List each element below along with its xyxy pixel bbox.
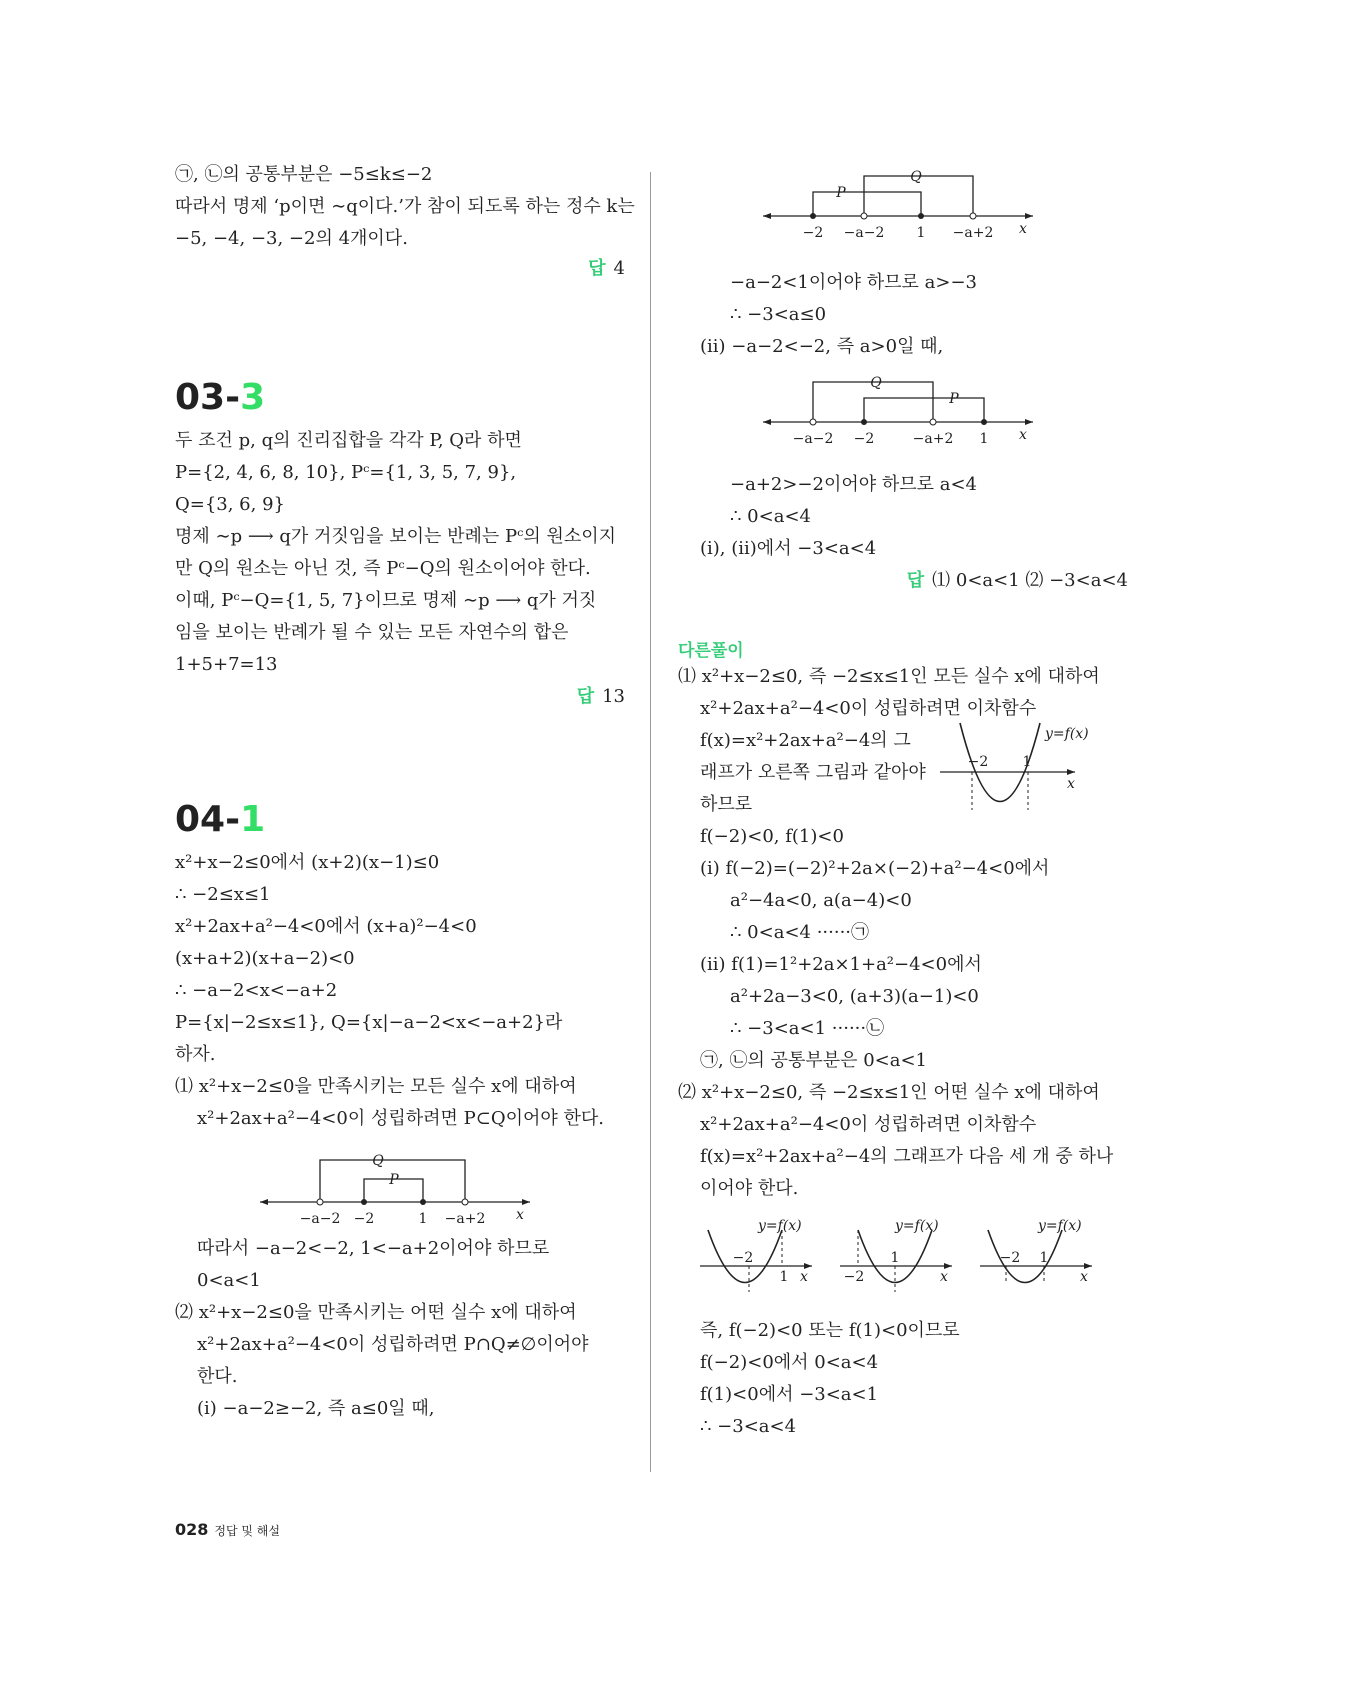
problem-line: 이때, Pᶜ−Q={1, 5, 7}이므로 명제 ∼p ⟶ q가 거짓	[175, 590, 597, 611]
problem-line: (ⅰ) −a−2≥−2, 즉 a≤0일 때,	[197, 1398, 435, 1419]
answer-label: 답	[588, 258, 606, 279]
alt-line: 즉, f(−2)<0 또는 f(1)<0이므로	[700, 1320, 960, 1341]
function-label: y=f(x)	[1045, 726, 1089, 742]
function-label: y=f(x)	[758, 1218, 802, 1234]
set-p-label: P	[389, 1172, 399, 1188]
problem-line: 임을 보이는 반례가 될 수 있는 모든 자연수의 합은	[175, 622, 569, 643]
alt-line: a²+2a−3<0, (a+3)(a−1)<0	[730, 986, 979, 1007]
alt-line: f(x)=x²+2ax+a²−4의 그	[700, 730, 911, 751]
axis-label: x	[1067, 776, 1075, 792]
problem-line: 1+5+7=13	[175, 654, 278, 675]
problem-line: 0<a<1	[197, 1270, 261, 1291]
tick-label: −2	[732, 1250, 754, 1266]
interval-diagram-1	[175, 1145, 625, 1240]
problem-heading-04-1: 04-1	[175, 799, 266, 840]
alt-line: ⑵ x²+x−2≤0, 즉 −2≤x≤1인 어떤 실수 x에 대하여	[678, 1082, 1100, 1103]
tick-label: −2	[802, 225, 824, 241]
page-footer	[175, 1520, 280, 1539]
axis-label: x	[1080, 1269, 1088, 1285]
intro-answer	[588, 258, 625, 280]
alt-line: ∴ −3<a<4	[700, 1416, 797, 1437]
tick-label: 1	[890, 1250, 900, 1266]
set-q-label: Q	[870, 375, 882, 391]
solution-line: (ⅱ) −a−2<−2, 즉 a>0일 때,	[700, 336, 944, 357]
alt-line: f(1)<0에서 −3<a<1	[700, 1384, 879, 1405]
problem-line: ∴ −a−2<x<−a+2	[175, 980, 338, 1001]
alt-line: (ⅰ) f(−2)=(−2)²+2a×(−2)+a²−4<0에서	[700, 858, 1050, 879]
tick-label: −a+2	[912, 431, 954, 447]
problem-line: ⑵ x²+x−2≤0을 만족시키는 어떤 실수 x에 대하여	[175, 1302, 577, 1323]
solution-line: −a+2>−2이어야 하므로 a<4	[730, 474, 978, 495]
function-label: y=f(x)	[1038, 1218, 1082, 1234]
parabola-graph-a	[700, 1210, 840, 1310]
parabola-graph-main	[940, 720, 1128, 830]
set-p-label: P	[836, 185, 846, 201]
intro-line: ㉠, ㉡의 공통부분은 −5≤k≤−2	[175, 164, 433, 185]
problem-line: 두 조건 p, q의 진리집합을 각각 P, Q라 하면	[175, 430, 522, 451]
problem-line: Q={3, 6, 9}	[175, 494, 285, 515]
alt-line: (ⅱ) f(1)=1²+2a×1+a²−4<0에서	[700, 954, 982, 975]
solution-line: −a−2<1이어야 하므로 a>−3	[730, 272, 978, 293]
parabola-graph-b	[840, 1210, 980, 1310]
intro-line: −5, −4, −3, −2의 4개이다.	[175, 228, 408, 249]
tick-label: −2	[967, 754, 989, 770]
tick-label: 1	[916, 225, 926, 241]
alt-line: x²+2ax+a²−4<0이 성립하려면 이차함수	[700, 1114, 1037, 1135]
column-divider	[650, 172, 651, 1472]
problem-line: 따라서 −a−2<−2, 1<−a+2이어야 하므로	[197, 1238, 550, 1259]
alt-line: ∴ 0<a<4 ······㉠	[730, 922, 870, 943]
tick-label: −a−2	[843, 225, 885, 241]
problem-line: x²+2ax+a²−4<0이 성립하려면 P∩Q≠∅이어야	[197, 1334, 589, 1355]
answer-label: 답	[906, 570, 925, 591]
alt-line: a²−4a<0, a(a−4)<0	[730, 890, 912, 911]
intro-line: 따라서 명제 ‘p이면 ∼q이다.’가 참이 되도록 하는 정수 k는	[175, 196, 635, 217]
answer-value: 4	[613, 258, 625, 279]
tick-label: 1	[1022, 754, 1032, 770]
tick-label: −2	[843, 1269, 865, 1285]
problem-heading-03-3: 03-3	[175, 377, 266, 418]
tick-label: −2	[999, 1250, 1021, 1266]
alt-line: f(−2)<0, f(1)<0	[700, 826, 844, 847]
problem-line: 만 Q의 원소는 아닌 것, 즉 Pᶜ−Q의 원소이어야 한다.	[175, 558, 591, 579]
alt-line: 이어야 한다.	[700, 1178, 799, 1199]
set-p-label: P	[949, 391, 959, 407]
problem-line: x²+x−2≤0에서 (x+2)(x−1)≤0	[175, 852, 440, 873]
page-number: 028	[175, 1520, 209, 1539]
function-label: y=f(x)	[895, 1218, 939, 1234]
solution-line: (ⅰ), (ⅱ)에서 −3<a<4	[700, 538, 877, 559]
tick-label: −2	[353, 1211, 375, 1227]
problem-answer	[907, 570, 1128, 592]
tick-label: 1	[418, 1211, 428, 1227]
solution-line: ∴ 0<a<4	[730, 506, 811, 527]
tick-label: 1	[1039, 1250, 1049, 1266]
tick-label: −a+2	[952, 225, 994, 241]
alt-line: x²+2ax+a²−4<0이 성립하려면 이차함수	[700, 698, 1037, 719]
problem-answer	[577, 686, 625, 708]
interval-diagram-3	[678, 366, 1128, 456]
problem-line: 명제 ∼p ⟶ q가 거짓임을 보이는 반례는 Pᶜ의 원소이지	[175, 526, 617, 547]
problem-line: x²+2ax+a²−4<0에서 (x+a)²−4<0	[175, 916, 477, 937]
problem-line: P={2, 4, 6, 8, 10}, Pᶜ={1, 3, 5, 7, 9},	[175, 462, 517, 483]
alt-line: 하므로	[700, 794, 753, 815]
problem-line: (x+a+2)(x+a−2)<0	[175, 948, 355, 969]
alt-line: ㉠, ㉡의 공통부분은 0<a<1	[700, 1050, 928, 1071]
problem-line: 하자.	[175, 1044, 216, 1065]
problem-line: ⑴ x²+x−2≤0을 만족시키는 모든 실수 x에 대하여	[175, 1076, 577, 1097]
solution-line: ∴ −3<a≤0	[730, 304, 827, 325]
axis-label: x	[800, 1269, 808, 1285]
tick-label: −a−2	[792, 431, 834, 447]
axis-label: x	[1019, 427, 1027, 443]
tick-label: 1	[979, 431, 989, 447]
footer-title: 정답 및 해설	[214, 1524, 280, 1538]
alt-line: f(x)=x²+2ax+a²−4의 그래프가 다음 세 개 중 하나	[700, 1146, 1114, 1167]
axis-label: x	[940, 1269, 948, 1285]
alt-line: f(−2)<0에서 0<a<4	[700, 1352, 879, 1373]
interval-diagram-2	[678, 160, 1128, 250]
tick-label: −2	[853, 431, 875, 447]
axis-label: x	[1019, 221, 1027, 237]
alt-line: ∴ −3<a<1 ······㉡	[730, 1018, 885, 1039]
parabola-graph-c	[980, 1210, 1128, 1310]
axis-label: x	[516, 1207, 524, 1223]
problem-line: P={x|−2≤x≤1}, Q={x|−a−2<x<−a+2}라	[175, 1012, 563, 1033]
tick-label: −a+2	[444, 1211, 486, 1227]
set-q-label: Q	[372, 1153, 384, 1169]
tick-label: 1	[779, 1269, 789, 1285]
alt-line: ⑴ x²+x−2≤0, 즉 −2≤x≤1인 모든 실수 x에 대하여	[678, 666, 1100, 687]
set-q-label: Q	[910, 169, 922, 185]
alt-solution-label: 다른풀이	[678, 641, 744, 661]
answer-label: 답	[576, 686, 595, 707]
problem-line: ∴ −2≤x≤1	[175, 884, 271, 905]
answer-value: ⑴ 0<a<1 ⑵ −3<a<4	[932, 570, 1128, 591]
problem-line: x²+2ax+a²−4<0이 성립하려면 P⊂Q이어야 한다.	[197, 1108, 604, 1129]
alt-line: 래프가 오른쪽 그림과 같아야	[700, 762, 926, 783]
tick-label: −a−2	[299, 1211, 341, 1227]
answer-value: 13	[602, 686, 625, 707]
problem-line: 한다.	[197, 1366, 238, 1387]
